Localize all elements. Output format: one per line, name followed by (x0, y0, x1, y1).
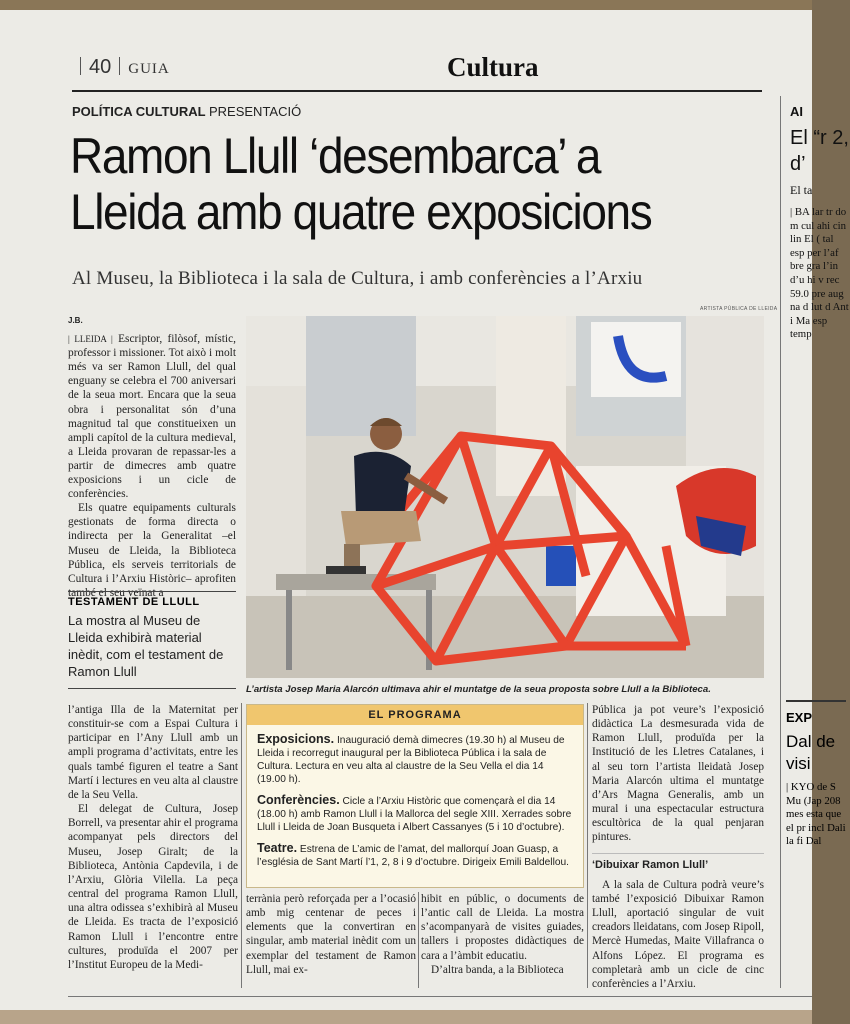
kicker-category: POLÍTICA CULTURAL (72, 104, 206, 119)
page-number-block (72, 56, 170, 79)
kicker (72, 104, 301, 119)
photo-credit: ARTISTA PÚBLICA DE LLEIDA (700, 306, 778, 312)
subheadline: Al Museu, la Biblioteca i la sala de Cultura, i amb conferències a l’Arxiu (72, 268, 643, 289)
kicker-type: PRESENTACIÓ (208, 104, 302, 119)
program-item (257, 842, 573, 869)
body-paragraph: El delegat de Cultura, Josep Borrell, va presentar ahir el programa acompanyat pels directors del Museu, Josep Giralt; de la Biblioteca, Antònia Capdevila, i de l’Arxiu, Glòria Vilella. La peça central del programa Ramon Llull, una altra odissea s’exhibirà al Museu de Lleida. Es tracta de l’exposició Ramon Llull i l’encontre entre cultures, produïda el 2007 per l’Institut Europeu de la Medi- (68, 803, 239, 971)
highlight-box (68, 591, 236, 689)
page-header (72, 50, 762, 92)
program-box (246, 704, 584, 888)
sidebar-article-2 (786, 700, 846, 849)
page-number: 40 (89, 56, 112, 78)
article-photo (246, 316, 764, 678)
body-column-2 (246, 892, 416, 977)
program-item-label: Conferències. (257, 793, 340, 807)
program-item-text: Estrena de L’amic de l’amat, del mallorquí Joan Guasp, a l’església de Sant Martí l’1, 2, 8 i 9 d’octubre. Dirigeix Emili Baldellou. (257, 844, 569, 868)
headline: Ramon Llull ‘desembarca’ a Lleida amb quatre exposicions (70, 128, 652, 240)
body-paragraph: terrània però reforçada per a l’ocasió amb mig centenar de peces i elements que la convertiran en singular, amb material inèdit com un exemplar del testament de Ramon Llull, mai ex- (246, 893, 416, 976)
table-edge (0, 0, 812, 10)
next-page-edge (0, 1010, 812, 1024)
intro-paragraph-2: Els quatre equipaments culturals gestionats de forma directa o indirecta per la Generalitat –el Museu de Lleida, la Biblioteca Pública, els serveis territorials de Cultura i l’Arxiu Històric– aprofiten també el seu veïnat a (68, 502, 236, 599)
program-item-text: Inauguració demà dimecres (19.30 h) al Museu de Lleida i recorregut inaugural per la Biblioteca Pública i la sala de Cultura. Lectura en veu alta al claustre de la Seu Vella el dia 14 (19.00 h). (257, 735, 565, 785)
photo-illustration (246, 316, 764, 678)
body-paragraph: A la sala de Cultura podrà veure’s també l’exposició Dibuixar Ramon Llull, aportació singular de vuit creadors lleidatans, com Josep Ripoll, Mercè Humedas, Maite Villafranca o Alfons López. El programa es completarà amb un cicle de cinc conferències a l’Arxiu. (592, 878, 764, 990)
sidebar-divider (780, 96, 781, 988)
program-title: EL PROGRAMA (247, 705, 583, 725)
bottom-rule (68, 996, 812, 997)
sidebar-article (790, 96, 850, 342)
body-column-4 (592, 703, 764, 991)
highlight-text: La mostra al Museu de Lleida exhibirà material inèdit, com el testament de Ramon Llull (68, 613, 224, 679)
program-item (257, 794, 573, 834)
sidebar-headline: El “r 2, d’ (790, 127, 849, 175)
column-divider (241, 703, 242, 988)
intro-column (68, 314, 236, 600)
highlight-title: TESTAMENT DE LLULL (68, 596, 200, 608)
sidebar-text: | BA lar tr do m cul ahi cin lin El ( tal esp per l’af bre gra l’in d’u hi v rec 59.0 pre aug na d lut d Ant i Ma esp temp (790, 206, 849, 341)
sidebar-kicker: EXP (786, 710, 813, 725)
dateline: | LLEIDA | (68, 334, 113, 345)
sidebar-text: | KYO de S Mu (Jap 208 mes esta que el pr incl Dali la fi Dal (786, 781, 846, 848)
body-subheading: ‘Dibuixar Ramon Llull’ (592, 853, 764, 872)
guide-label: GUIA (128, 61, 170, 77)
sidebar-kicker: AI (790, 104, 803, 119)
column-divider (587, 703, 588, 988)
program-item-label: Exposicions. (257, 732, 335, 746)
body-paragraph: D’altra banda, a la Biblioteca (431, 963, 564, 976)
program-item-label: Teatre. (257, 841, 298, 855)
byline: J.B. (68, 316, 83, 325)
sidebar-subhead: El ta (790, 183, 813, 197)
body-column-1 (68, 703, 238, 972)
body-paragraph: l’antiga Illa de la Maternitat per constituir-se com a Espai Cultura i participar en l’Any Llull amb un ampli programa d’activitats, entre les quals també figuren el teatre a Sant Martí i lectures en veu alta al claustre de la Seu Vella. (68, 704, 238, 801)
body-column-3 (421, 892, 584, 977)
column-divider (418, 892, 419, 988)
body-paragraph: Pública ja pot veure’s l’exposició didàctica La desmesurada vida de Ramon Llull, produïda per la Institució de les Lletres Catalanes, i al seu torn l’artista lleidatà Josep Maria Alarcón ultima el muntatge d’Ars Magna Generalis, amb un mural i una espectacular estructura escultòrica de la qual penjaran pintures. (592, 704, 764, 844)
section-title: Cultura (447, 52, 539, 82)
sidebar-headline: Dal de visi (786, 732, 836, 773)
program-item (257, 733, 573, 786)
program-item-text: Cicle a l’Arxiu Històric que començarà el dia 14 (18.00 h) amb Ramon Llull i la Mallorca del segle XIII. Xerrades sobre Llull i Lleida de Joan Busqueta i Albert Cassanyes (5 i 10 d’octubre). (257, 796, 572, 833)
photo-caption: L’artista Josep Maria Alarcón ultimava ahir el muntatge de la seua proposta sobre Llull a la Biblioteca. (246, 684, 711, 695)
body-paragraph: hibit en públic, o documents de l’antic call de Lleida. La mostra s’acompanyarà de visites guiades, tallers i propostes didàctiques de cara a l’àmbit educatiu. (421, 893, 584, 962)
intro-paragraph-1: Escriptor, filòsof, místic, professor i missioner. Tot això i molt més va ser Ramon Llull, del qual enguany se celebra el 700 aniversari de la seua mort. Encara que la seua obra i personalitat són d’una magnitud tal que constitueixen un ampli capítol de la cultura medieval, a Lleida provaran de repassar-les a partir de dimecres amb quatre exposicions i un cicle de conferències. (68, 333, 236, 501)
